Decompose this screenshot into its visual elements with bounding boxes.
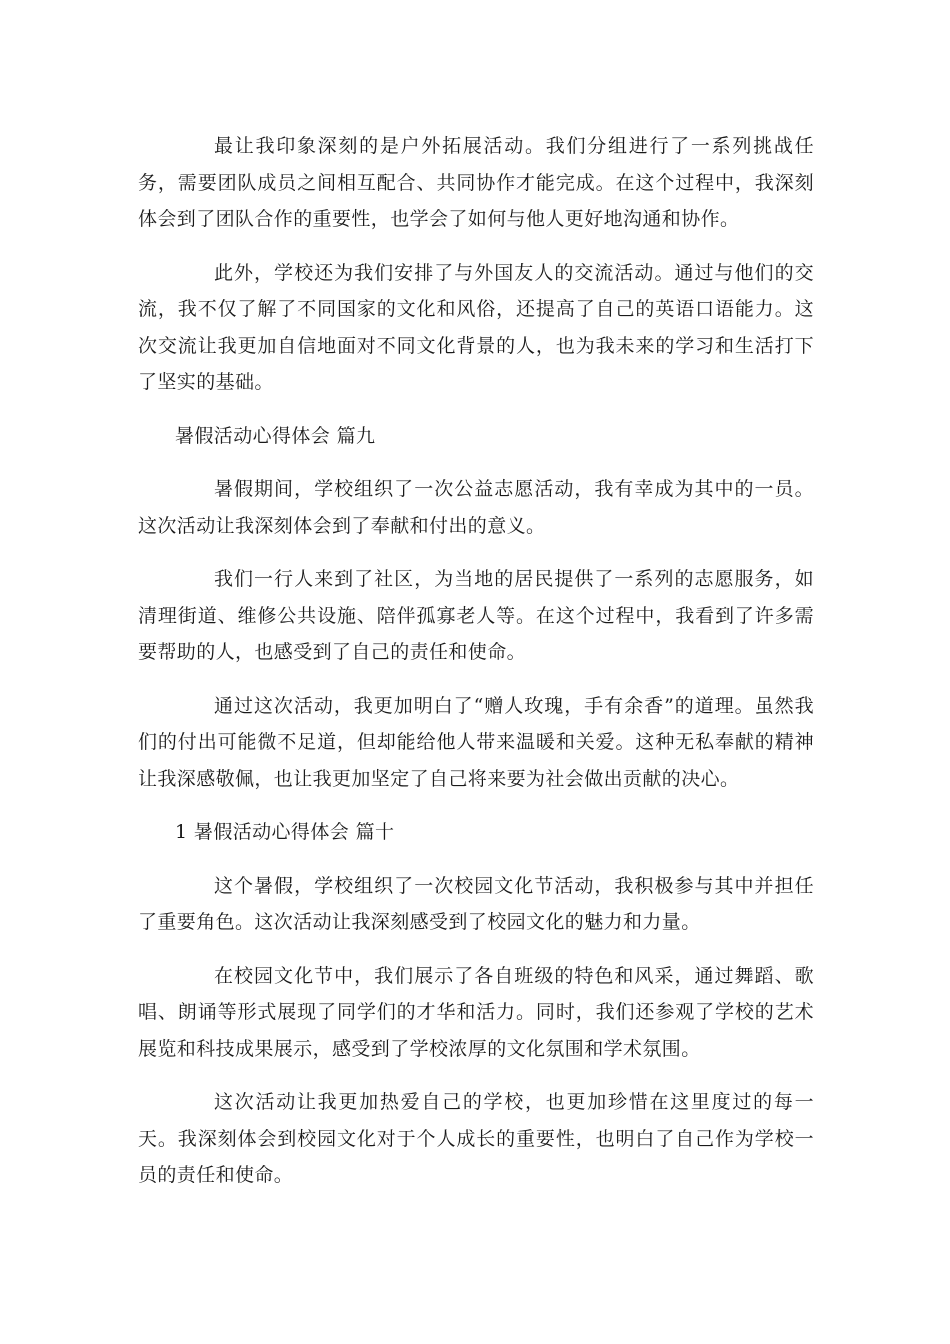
document-body <box>138 128 814 1211</box>
paragraph-culture-festival-reflection: 这次活动让我更加热爱自己的学校，也更加珍惜在这里度过的每一天。我深刻体会到校园文化对于个人成长的重要性，也明白了自己作为学校一员的责任和使命。 <box>138 1091 814 1186</box>
section-heading-ten: 1 暑假活动心得体会 篇十 <box>175 821 395 843</box>
paragraph-volunteer-intro: 暑假期间，学校组织了一次公益志愿活动，我有幸成为其中的一员。这次活动让我深刻体会到了奉献和付出的意义。 <box>138 478 814 537</box>
paragraph-foreign-exchange: 此外，学校还为我们安排了与外国友人的交流活动。通过与他们的交流，我不仅了解了不同国家的文化和风俗，还提高了自己的英语口语能力。这次交流让我更加自信地面对不同文化背景的人，也为我未来的学习和生活打下了坚实的基础。 <box>138 261 814 393</box>
paragraph-culture-festival-activities: 在校园文化节中，我们展示了各自班级的特色和风采，通过舞蹈、歌唱、朗诵等形式展现了同学们的才华和活力。同时，我们还参观了学校的艺术展览和科技成果展示，感受到了学校浓厚的文化氛围和学术氛围。 <box>138 964 814 1060</box>
paragraph-outdoor-activity: 最让我印象深刻的是户外拓展活动。我们分组进行了一系列挑战任务，需要团队成员之间相互配合、共同协作才能完成。在这个过程中，我深刻体会到了团队合作的重要性，也学会了如何与他人更好地沟通和协作。 <box>138 135 814 230</box>
paragraph-volunteer-reflection: 通过这次活动，我更加明白了“赠人玫瑰，手有余香”的道理。虽然我们的付出可能微不足道，但却能给他人带来温暖和关爱。这种无私奉献的精神让我深感敬佩，也让我更加坚定了自己将来要为社会做出贡献的决心。 <box>138 694 814 790</box>
paragraph-culture-festival-intro: 这个暑假，学校组织了一次校园文化节活动，我积极参与其中并担任了重要角色。这次活动让我深刻感受到了校园文化的魅力和力量。 <box>138 874 814 933</box>
paragraph-community-service: 我们一行人来到了社区，为当地的居民提供了一系列的志愿服务，如清理街道、维修公共设施、陪伴孤寡老人等。在这个过程中，我看到了许多需要帮助的人，也感受到了自己的责任和使命。 <box>138 568 814 663</box>
section-heading-nine: 暑假活动心得体会 篇九 <box>175 424 376 447</box>
